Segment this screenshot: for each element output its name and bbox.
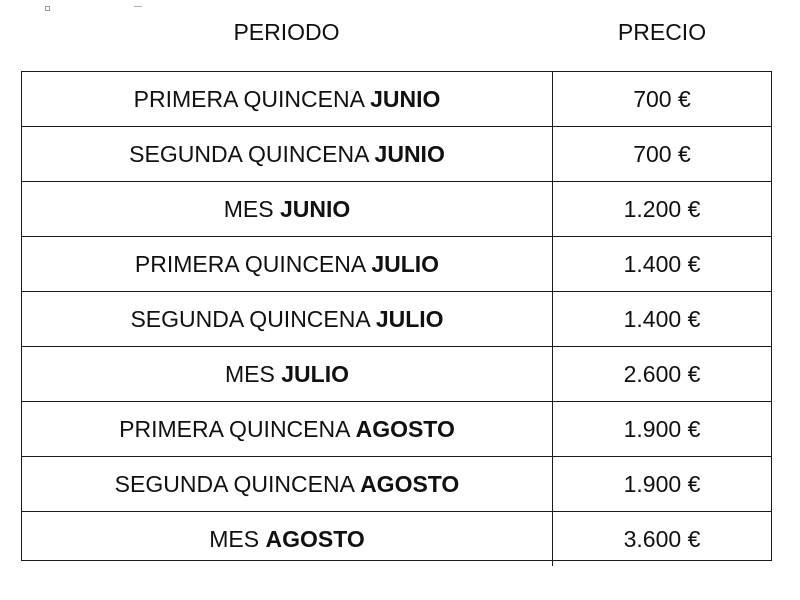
period-cell [22,182,553,237]
price-table [22,72,771,566]
period-cell [22,457,553,512]
period-prefix: SEGUNDA QUINCENA [129,140,369,167]
period-month: AGOSTO [355,415,455,442]
period-prefix: MES [223,195,274,222]
period-month: JUNIO [374,140,445,167]
dash-marker-icon [134,6,142,7]
price-cell: 700 € [553,72,772,127]
anchor-marker-icon [45,6,50,11]
price-cell: 1.900 € [553,457,772,512]
period-prefix: PRIMERA QUINCENA [133,85,364,112]
period-cell [22,512,553,567]
price-cell: 1.400 € [553,237,772,292]
period-prefix: MES [209,525,260,552]
period-prefix: PRIMERA QUINCENA [119,415,350,442]
period-month: JUNIO [279,195,351,222]
period-month: JULIO [281,360,349,387]
period-month: AGOSTO [360,470,460,497]
period-prefix: SEGUNDA QUINCENA [130,305,370,332]
table-row [22,127,771,182]
period-prefix: MES [225,360,275,387]
table-row [22,512,771,567]
table-row [22,347,771,402]
price-cell: 2.600 € [553,347,772,402]
period-prefix: PRIMERA QUINCENA [134,250,365,277]
price-cell: 1.900 € [553,402,772,457]
price-table-frame [21,71,772,561]
period-cell [22,292,553,347]
period-month: AGOSTO [265,525,365,552]
period-month: JULIO [371,250,440,277]
period-month: JUNIO [370,85,441,112]
price-cell: 1.400 € [553,292,772,347]
period-cell [22,347,553,402]
table-row [22,237,771,292]
period-column-header: PERIODO [233,19,340,45]
period-prefix: SEGUNDA QUINCENA [114,470,354,497]
table-row [22,72,771,127]
period-cell [22,127,553,182]
period-cell [22,402,553,457]
table-header [21,14,772,50]
price-cell: 1.200 € [553,182,772,237]
period-month: JULIO [375,305,444,332]
period-cell [22,72,553,127]
period-cell [22,237,553,292]
table-row [22,457,771,512]
table-row [22,402,771,457]
table-row [22,182,771,237]
price-column-header: PRECIO [617,19,707,45]
price-cell: 3.600 € [553,512,772,567]
price-cell: 700 € [553,127,772,182]
table-row [22,292,771,347]
